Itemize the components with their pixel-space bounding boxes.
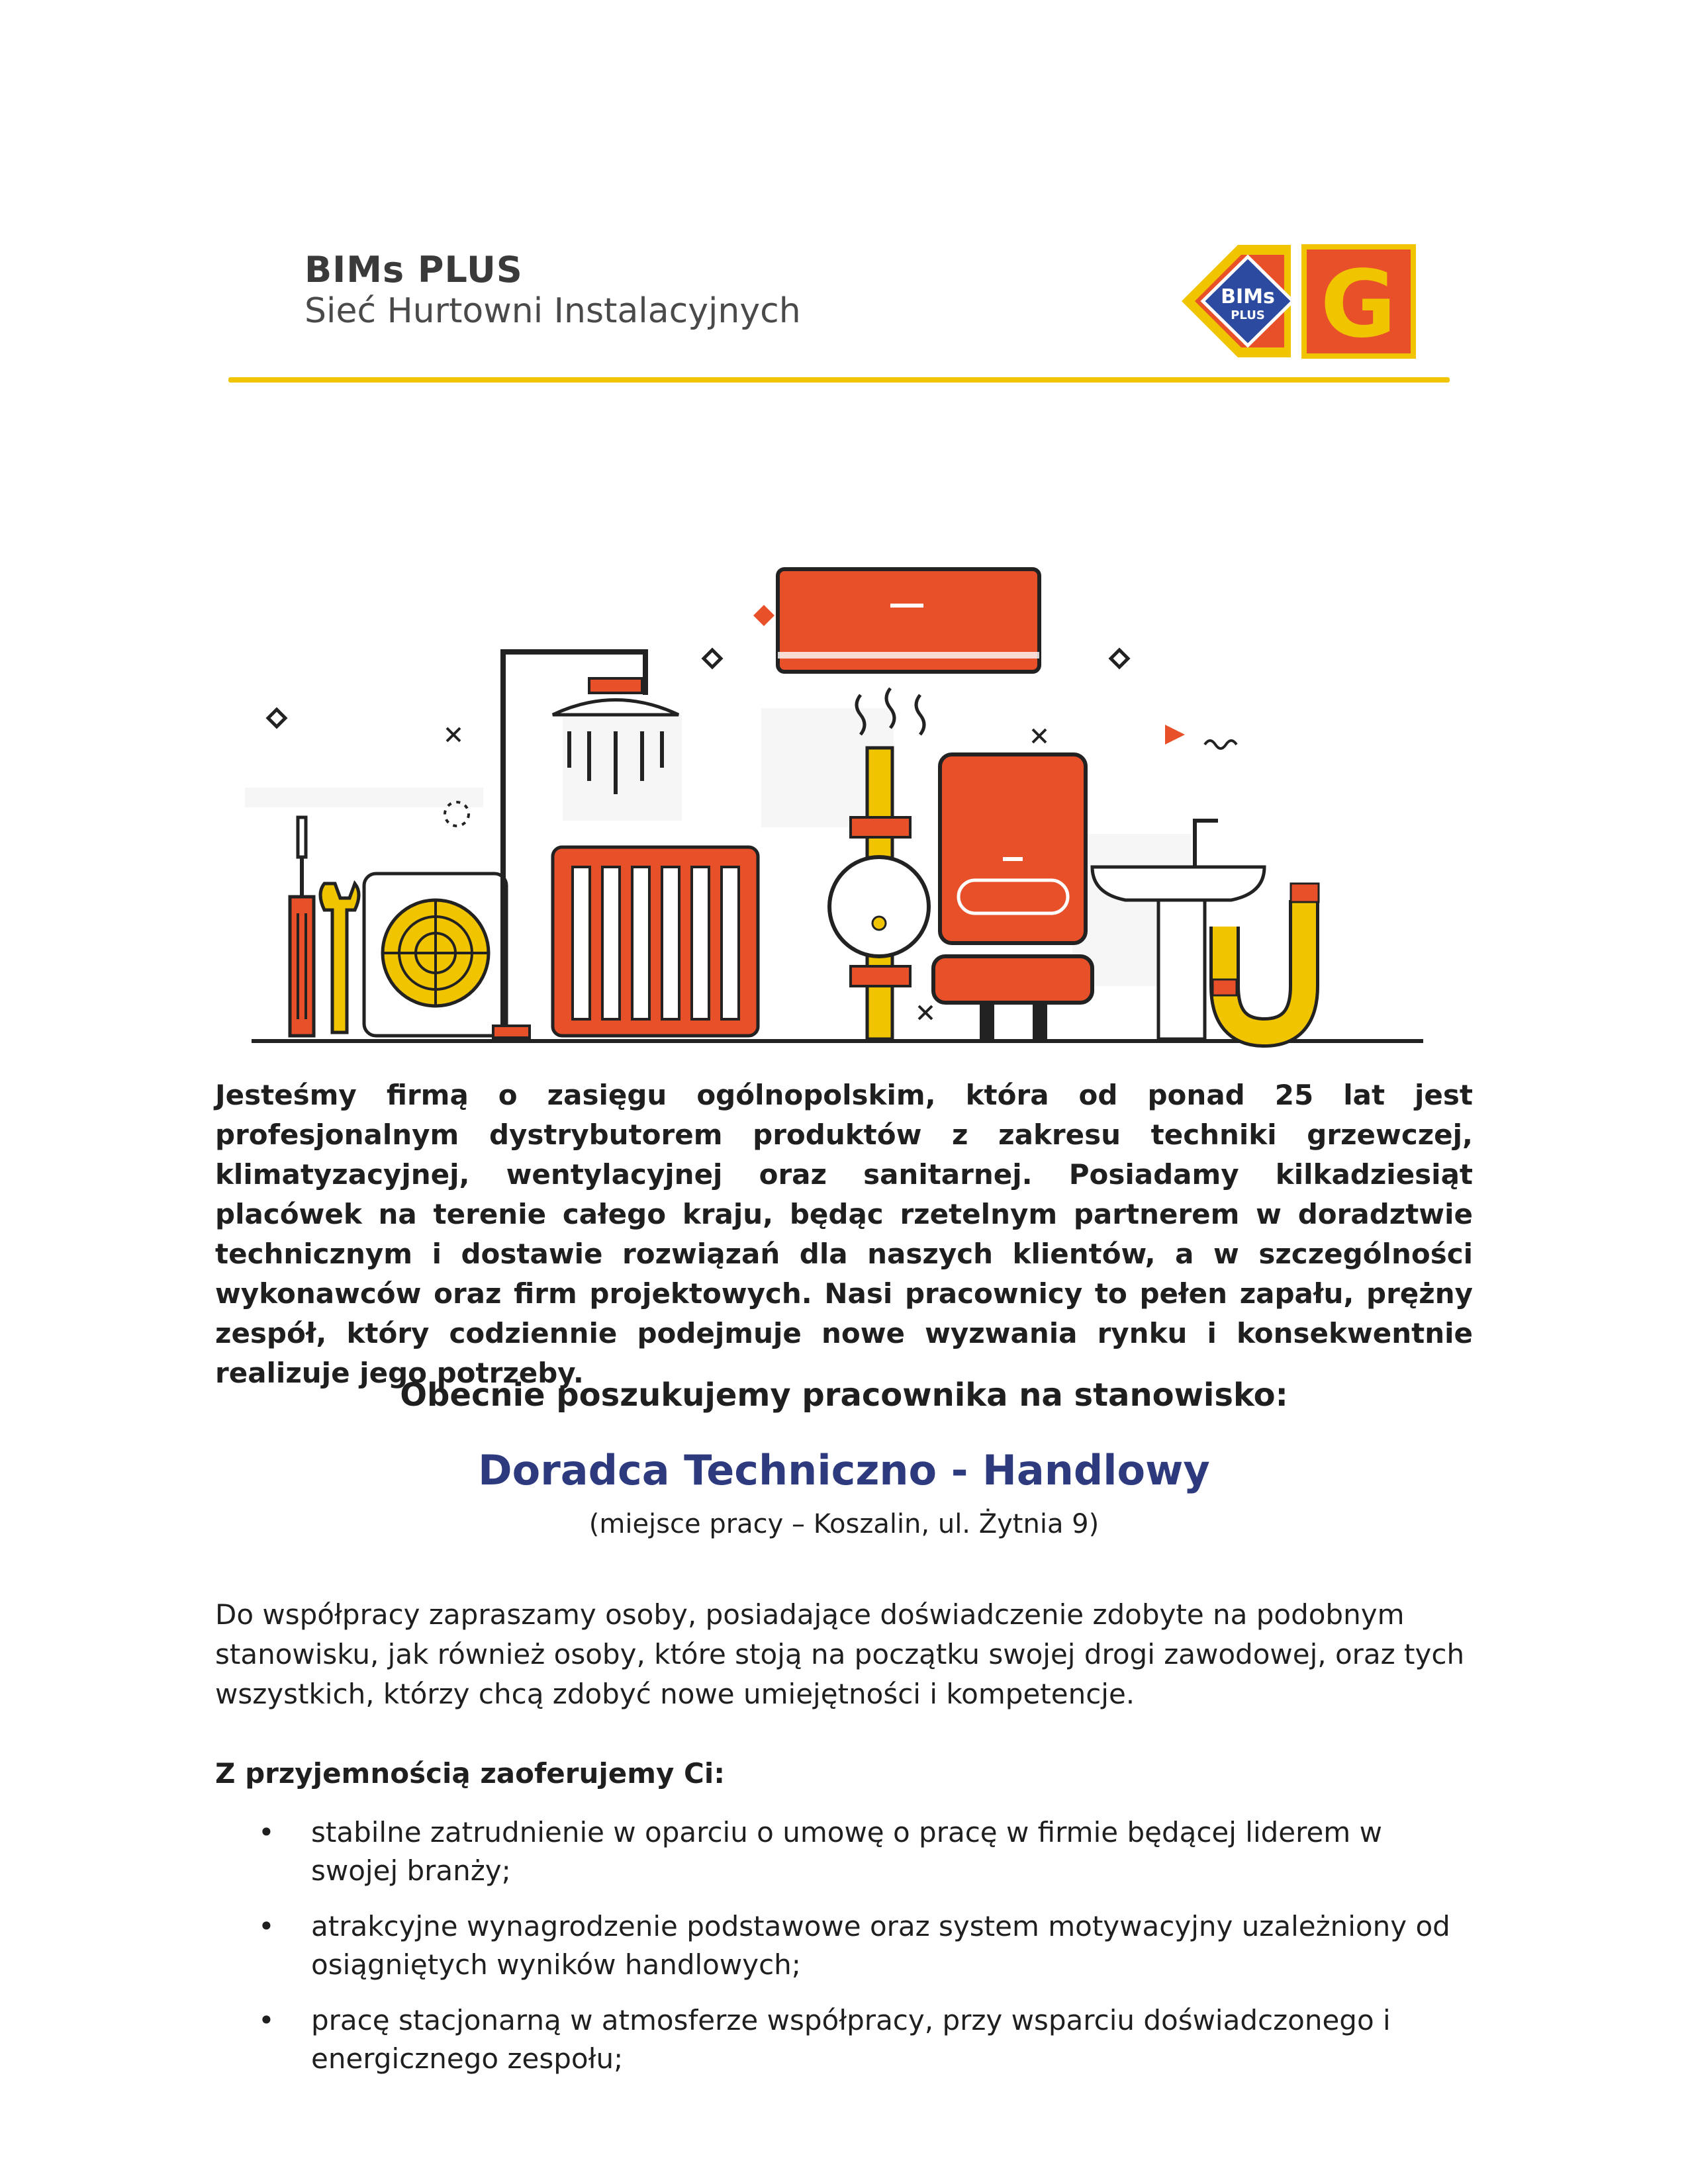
bullet-icon: • <box>258 2004 275 2036</box>
work-location: (miejsce pracy – Koszalin, ul. Żytnia 9) <box>588 1509 1100 1539</box>
offer-list <box>215 1813 1473 2095</box>
company-subtitle: Sieć Hurtowni Instalacyjnych <box>305 291 801 331</box>
list-item <box>215 2001 1473 2078</box>
logo-letter: G <box>1320 251 1397 359</box>
offer-heading: Z przyjemnością zaoferujemy Ci: <box>215 1757 726 1790</box>
screwdriver-icon <box>290 817 314 1036</box>
boiler-icon <box>933 754 1092 1039</box>
list-item <box>215 1907 1473 1984</box>
logo-text-main: BIMs <box>1221 285 1275 308</box>
position-title: Doradca Techniczno - Handlowy <box>478 1446 1210 1494</box>
bims-plus-logo <box>1175 244 1420 359</box>
radiator-icon <box>553 847 758 1036</box>
heat-pump-icon <box>364 874 506 1036</box>
offer-text: atrakcyjne wynagrodzenie podstawowe oraz system motywacyjny uzależniony od osiągniętych wyników handlowych; <box>311 1910 1450 1981</box>
letterhead <box>228 244 1453 396</box>
company-intro: Jesteśmy firmą o zasięgu ogólnopolskim, która od ponad 25 lat jest profesjonalnym dystrybutorem produktów z zakresu techniki grzewczej, klimatyzacyjnej, wentylacyjnej oraz sanitarnej. Posiadamy kilkadziesiąt placówek na terenie całego kraju, będąc rzetelnym partnerem w doradztwie technicznym i dostawie rozwiązań dla naszych klientów, a w szczególności wykonawców oraz firm projektowych. Nasi pracownicy to pełen zapału, prężny zespół, który codziennie podejmuje nowe wyzwania rynku i konsekwentnie realizuje jego potrzeby. <box>215 1079 1473 1389</box>
seeking-heading: Obecnie poszukujemy pracownika na stanowisko: <box>400 1377 1288 1414</box>
wrench-icon <box>320 884 359 1032</box>
bullet-icon: • <box>258 1816 275 1848</box>
installation-illustration <box>245 556 1423 1059</box>
header-divider <box>228 377 1450 383</box>
invitation-paragraph: Do współpracy zapraszamy osoby, posiadające doświadczenie zdobyte na podobnym stanowisku, jak również osoby, które stoją na początku swojej drogi zawodowej, oraz tych wszystkich, którzy chcą zdobyć nowe umiejętności i kompetencje. <box>215 1598 1465 1710</box>
logo-text-sub: PLUS <box>1231 308 1265 322</box>
bullet-icon: • <box>258 1910 275 1942</box>
offer-text: pracę stacjonarną w atmosferze współpracy, przy wsparciu doświadczonego i energicznego zespołu; <box>311 2004 1391 2075</box>
offer-text: stabilne zatrudnienie w oparciu o umowę o pracę w firmie będącej liderem w swojej branży; <box>311 1816 1382 1887</box>
siphon-pipe-icon <box>1213 884 1319 1032</box>
list-item <box>215 1813 1473 1890</box>
company-name: BIMs PLUS <box>305 249 523 291</box>
